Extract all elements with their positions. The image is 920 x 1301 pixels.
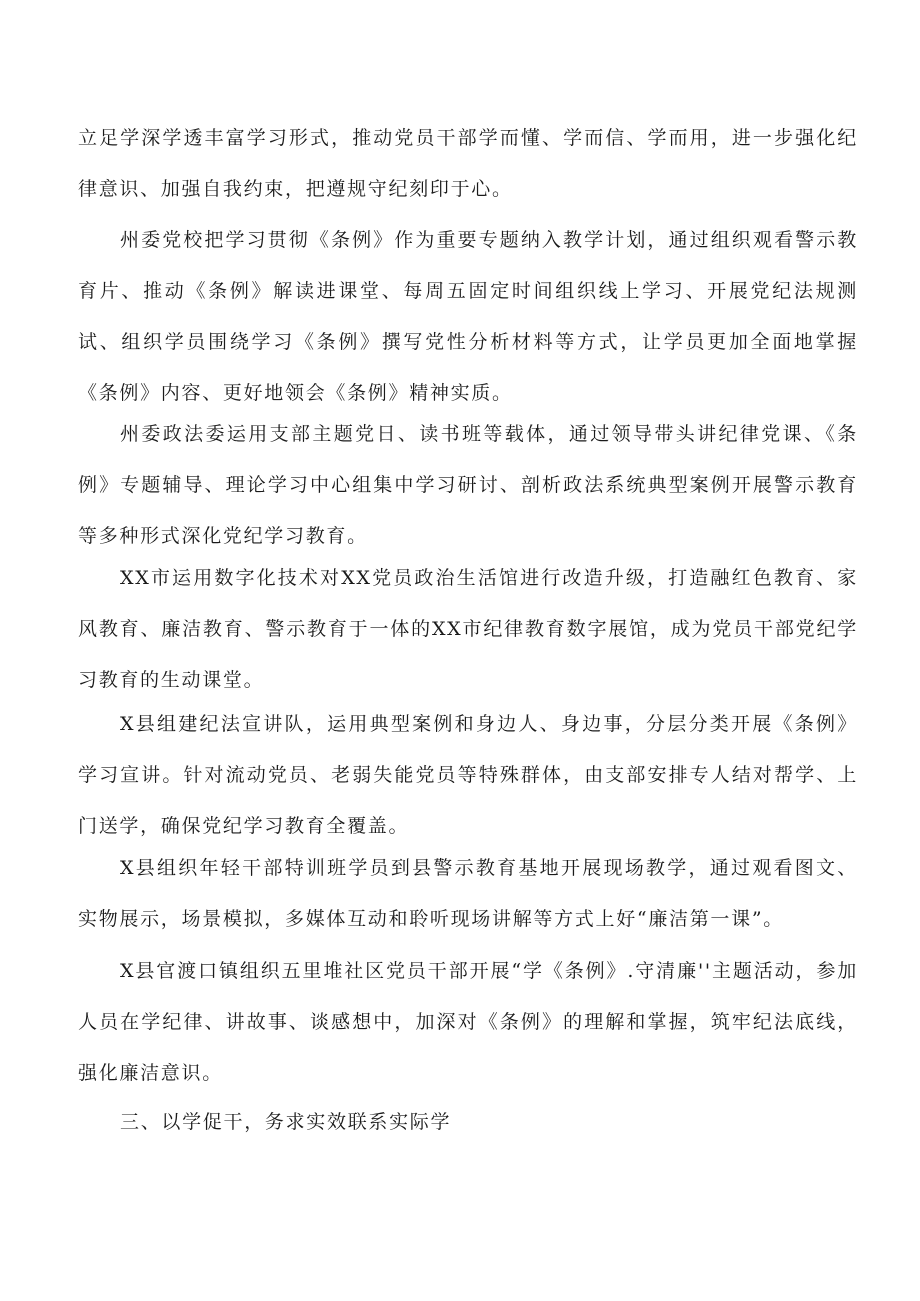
- paragraph-3: 州委政法委运用支部主题党日、读书班等载体，通过领导带头讲纪律党课、《条例》专题辅导、理论学习中心组集中学习研讨、剖析政法系统典型案例开展警示教育等多种形式深化党纪学习教育。: [78, 423, 858, 547]
- paragraph-7: X县官渡口镇组织五里堆社区党员干部开展“学《条例》.守清廉''主题活动，参加人员在学纪律、讲故事、谈感想中，加深对《条例》的理解和掌握，筑牢纪法底线，强化廉洁意识。: [78, 960, 858, 1084]
- section-heading: 三、以学促干，务求实效联系实际学: [120, 1111, 452, 1133]
- paragraph-1: 立足学深学透丰富学习形式，推动党员干部学而懂、学而信、学而用，进一步强化纪律意识、加强自我约束，把遵规守纪刻印于心。: [78, 127, 858, 200]
- paragraph-2: 州委党校把学习贯彻《条例》作为重要专题纳入教学计划，通过组织观看警示教育片、推动《条例》解读进课堂、每周五固定时间组织线上学习、开展党纪法规测试、组织学员围绕学习《条例》撰写党性分析材料等方式，让学员更加全面地掌握《条例》内容、更好地领会《条例》精神实质。: [78, 229, 858, 404]
- paragraph-6: X县组织年轻干部特训班学员到县警示教育基地开展现场教学，通过观看图文、实物展示，场景模拟，多媒体互动和聆听现场讲解等方式上好“廉洁第一课”。: [78, 857, 858, 930]
- paragraph-5: X县组建纪法宣讲队，运用典型案例和身边人、身边事，分层分类开展《条例》学习宣讲。针对流动党员、老弱失能党员等特殊群体，由支部安排专人结对帮学、上门送学，确保党纪学习教育全覆盖。: [78, 713, 858, 837]
- paragraph-4: XX市运用数字化技术对XX党员政治生活馆进行改造升级，打造融红色教育、家风教育、廉洁教育、警示教育于一体的XX市纪律教育数字展馆，成为党员干部党纪学习教育的生动课堂。: [78, 567, 858, 691]
